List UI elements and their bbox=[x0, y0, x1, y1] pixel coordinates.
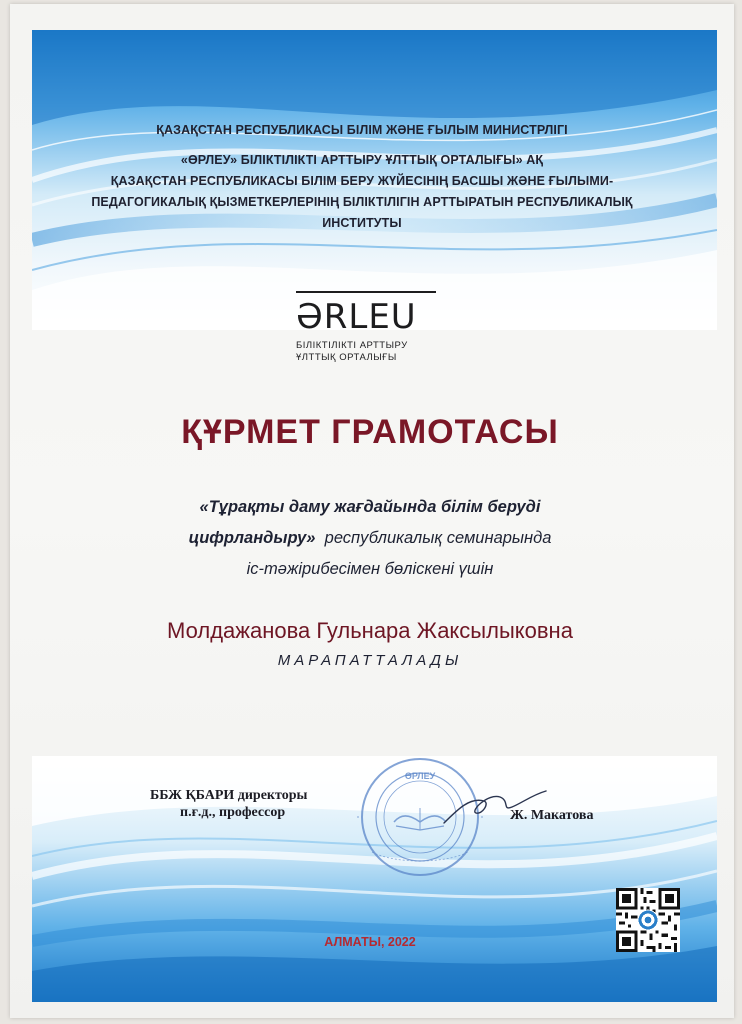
logo-top-rule bbox=[296, 291, 436, 293]
ministry-name: ҚАЗАҚСТАН РЕСПУБЛИКАСЫ БІЛІМ ЖӘНЕ ҒЫЛЫМ МИНИСТРЛІГІ bbox=[156, 123, 568, 137]
reason-line-1: «Тұрақты даму жағдайында білім беруді bbox=[199, 498, 541, 516]
issuer-header bbox=[50, 120, 674, 234]
logo-wordmark: ƏRLEU bbox=[296, 297, 417, 337]
signatory-name: Ж. Макатова bbox=[510, 808, 594, 823]
reason-line-2-rest: республикалық семинарында bbox=[324, 529, 552, 547]
orleu-logo bbox=[296, 291, 446, 364]
organization-line-2: ҚАЗАҚСТАН РЕСПУБЛИКАСЫ БІЛІМ БЕРУ ЖҮЙЕСІНІҢ БАСШЫ ЖӘНЕ ҒЫЛЫМИ- bbox=[110, 174, 614, 188]
awarded-label: МАРАПАТТАЛАДЫ bbox=[277, 652, 463, 669]
organization-line-4: ИНСТИТУТЫ bbox=[322, 216, 402, 230]
organization-line-1: «ӨРЛЕУ» БІЛІКТІЛІКТІ АРТТЫРУ ҰЛТТЫҚ ОРТАЛЫҒЫ» АҚ bbox=[180, 153, 544, 167]
reason-line-2-topic: цифрландыру» bbox=[188, 529, 316, 547]
signatory-title-line-1: ББЖ ҚБАРИ директоры bbox=[150, 788, 308, 803]
reason-line-2 bbox=[60, 523, 680, 554]
recipient-name: Молдажанова Гульнара Жаксылыковна bbox=[167, 618, 573, 643]
seal-text: ӨРЛЕУ bbox=[404, 771, 436, 781]
certificate-title: ҚҰРМЕТ ГРАМОТАСЫ bbox=[181, 413, 559, 451]
city-year: АЛМАТЫ, 2022 bbox=[324, 935, 416, 949]
signatory-title-line-2: п.ғ.д., профессор bbox=[180, 805, 286, 820]
organization-line-3: ПЕДАГОГИКАЛЫҚ ҚЫЗМЕТКЕРЛЕРІНІҢ БІЛІКТІЛІГІН АРТТЫРАТЫН РЕСПУБЛИКАЛЫҚ bbox=[91, 195, 633, 209]
logo-subtitle-line-2: ҰЛТТЫҚ ОРТАЛЫҒЫ bbox=[296, 352, 397, 363]
signatory-title bbox=[150, 787, 307, 821]
logo-subtitle-line-1: БІЛІКТІЛІКТІ АРТТЫРУ bbox=[296, 340, 408, 351]
reason-line-3: іс-тәжірибесімен бөлiскенi үшiн bbox=[246, 560, 494, 578]
award-reason bbox=[60, 492, 680, 585]
